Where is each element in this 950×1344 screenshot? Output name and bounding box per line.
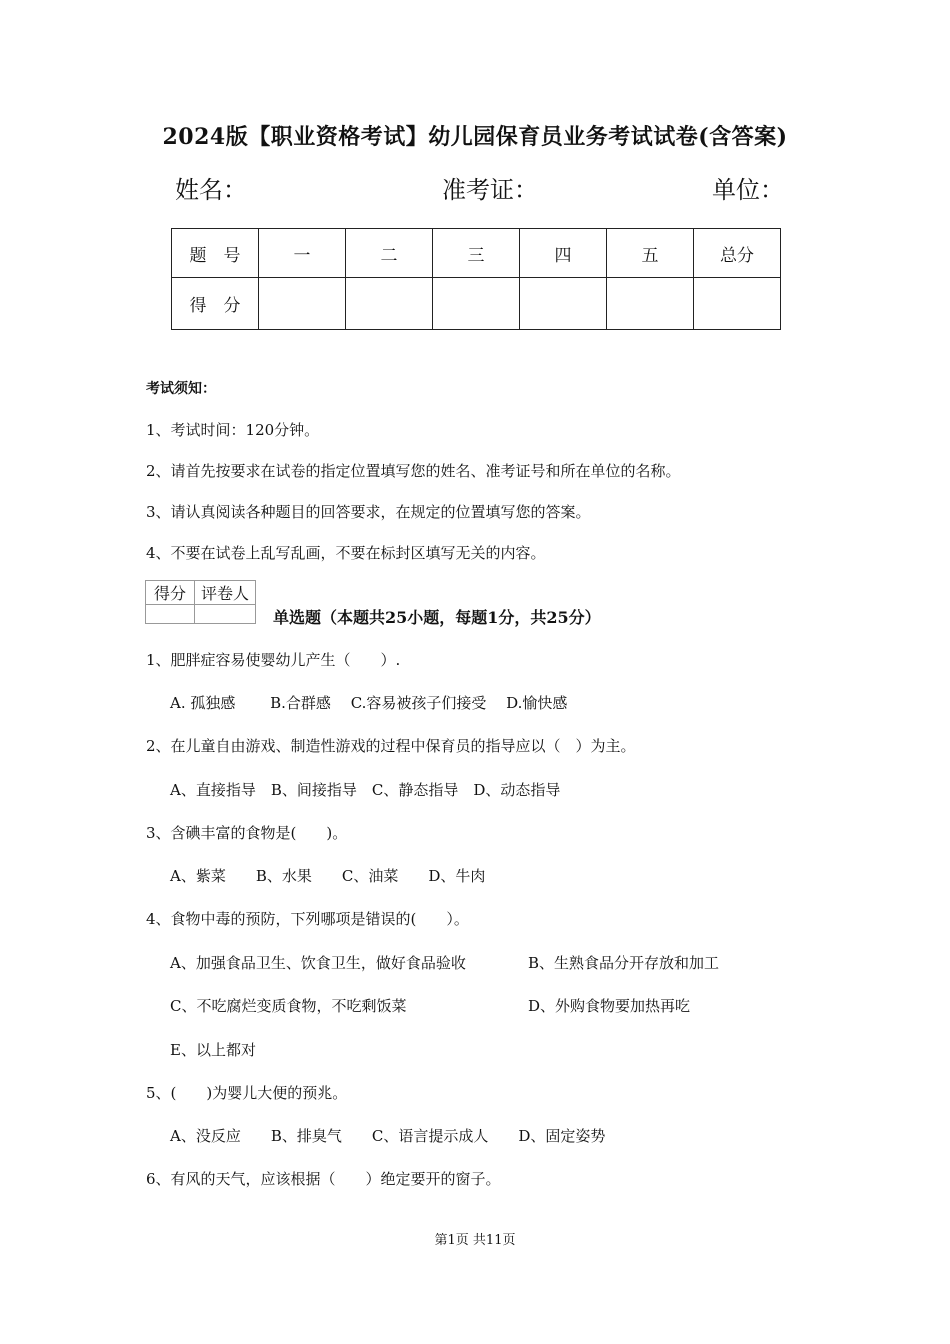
grader-name-label: 评卷人 [195,581,256,605]
question: 3、含碘丰富的食物是( )。 [146,824,348,842]
question: 2、在儿童自由游戏、制造性游戏的过程中保育员的指导应以（ ）为主。 [146,737,636,755]
score-header-cell: 二 [346,229,433,278]
score-header-cell: 总分 [694,229,781,278]
question-options: A. 孤独感 B.合群感 C.容易被孩子们接受 D.愉快感 [170,694,568,712]
question: 1、肥胖症容易使婴幼儿产生（ ）. [146,651,401,669]
section-title: 单选题（本题共25小题，每题1分，共25分） [273,608,601,627]
question-option: E、以上都对 [170,1041,256,1059]
score-cell[interactable] [346,278,433,330]
notice-item: 1、考试时间：120分钟。 [146,421,320,439]
notice-item: 3、请认真阅读各种题目的回答要求，在规定的位置填写您的答案。 [146,503,591,521]
question-option: D、外购食物要加热再吃 [528,997,691,1015]
score-table-score-row [172,278,781,330]
notice-item: 4、不要在试卷上乱写乱画，不要在标封区填写无关的内容。 [146,544,546,562]
score-cell[interactable] [607,278,694,330]
score-header-cell: 题 号 [172,229,259,278]
notice-item: 2、请首先按要求在试卷的指定位置填写您的姓名、准考证号和所在单位的名称。 [146,462,681,480]
question: 5、( )为婴儿大便的预兆。 [146,1084,348,1102]
score-row-label: 得 分 [172,278,259,330]
grader-name-cell[interactable] [195,605,256,624]
score-table-header-row [172,229,781,278]
score-cell[interactable] [433,278,520,330]
grader-score-cell[interactable] [146,605,195,624]
question-option: C、不吃腐烂变质食物，不吃剩饭菜 [170,997,407,1015]
question-options: A、紫菜 B、水果 C、油菜 D、牛肉 [170,867,486,885]
unit-label: 单位： [712,176,784,204]
grader-score-label: 得分 [146,581,195,605]
question-option: A、加强食品卫生、饮食卫生，做好食品验收 [170,954,466,972]
question-option: B、生熟食品分开存放和加工 [528,954,720,972]
question-options: A、直接指导 B、间接指导 C、静态指导 D、动态指导 [170,781,561,799]
page-title: 2024版【职业资格考试】幼儿园保育员业务考试试卷(含答案) [162,124,788,150]
question-options: A、没反应 B、排臭气 C、语言提示成人 D、固定姿势 [170,1127,606,1145]
score-cell[interactable] [520,278,607,330]
notice-heading: 考试须知： [146,381,216,397]
score-header-cell: 三 [433,229,520,278]
score-header-cell: 四 [520,229,607,278]
name-label: 姓名： [175,176,247,204]
question: 4、食物中毒的预防，下列哪项是错误的( ）。 [146,910,469,928]
score-header-cell: 一 [259,229,346,278]
score-cell[interactable] [694,278,781,330]
score-header-cell: 五 [607,229,694,278]
score-cell[interactable] [259,278,346,330]
exam-id-label: 准考证： [442,176,538,204]
score-table [171,228,781,330]
question: 6、有风的天气，应该根据（ ）绝定要开的窗子。 [146,1170,501,1188]
grader-box [145,580,256,624]
page-footer: 第1页 共11页 [434,1233,516,1248]
